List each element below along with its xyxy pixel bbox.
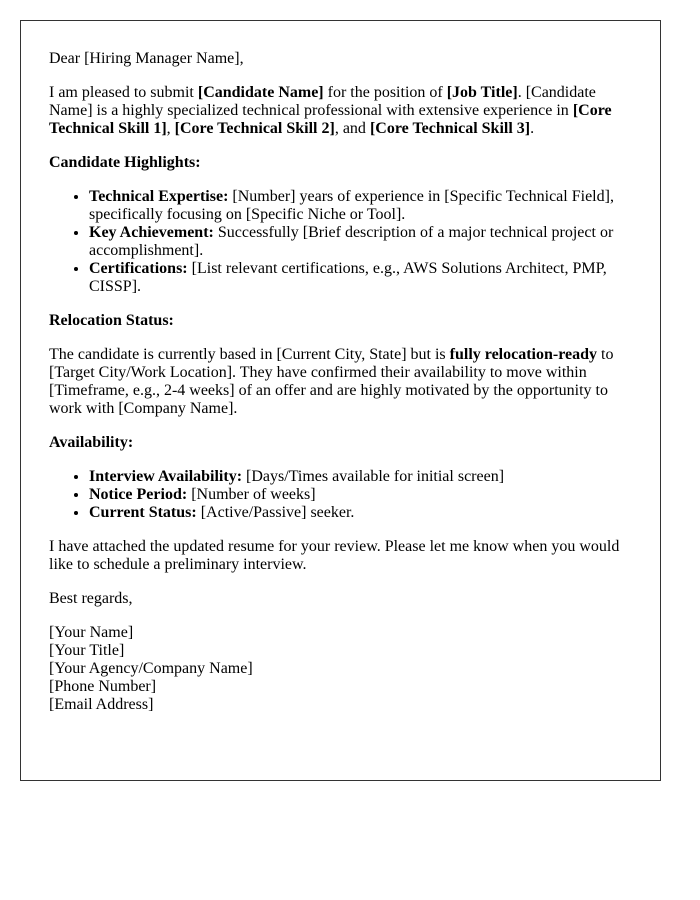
item-label: Key Achievement: — [89, 224, 214, 241]
intro-text: . — [530, 120, 535, 137]
item-label: Technical Expertise: — [89, 188, 229, 205]
list-item — [89, 260, 632, 296]
letter-document — [20, 20, 661, 781]
relocation-ready-emphasis: fully relocation-ready — [449, 346, 598, 363]
relocation-heading: Relocation Status: — [49, 312, 174, 329]
signature-phone: [Phone Number] — [49, 678, 157, 695]
item-label: Current Status: — [89, 504, 197, 521]
job-title-placeholder: [Job Title] — [446, 84, 518, 101]
item-text: [Days/Times available for initial screen] — [242, 468, 505, 485]
item-label: Interview Availability: — [89, 468, 243, 485]
skill-1-placeholder: [Core Technical Skill 1] — [49, 102, 612, 137]
intro-text: . [Candidate Name] is a highly specialized technical professional with extensive experience in — [49, 84, 596, 119]
list-item — [89, 486, 632, 504]
highlights-list — [49, 188, 632, 296]
signature-name: [Your Name] — [49, 624, 134, 641]
list-item — [89, 188, 632, 224]
intro-text: I am pleased to submit — [49, 84, 198, 101]
highlights-heading: Candidate Highlights: — [49, 154, 201, 171]
item-text: [Number] years of experience in [Specific Technical Field], specifically focusing on [Specific Niche or Tool]. — [89, 188, 614, 223]
availability-list — [49, 468, 632, 522]
signature-agency: [Your Agency/Company Name] — [49, 660, 253, 677]
signature-title: [Your Title] — [49, 642, 125, 659]
item-text: Successfully [Brief description of a major technical project or accomplishment]. — [89, 224, 614, 259]
intro-paragraph — [49, 84, 632, 138]
list-item — [89, 224, 632, 260]
item-label: Certifications: — [89, 260, 188, 277]
skill-3-placeholder: [Core Technical Skill 3] — [369, 120, 531, 137]
intro-text: , and — [334, 120, 370, 137]
intro-text: for the position of — [323, 84, 447, 101]
list-item — [89, 504, 632, 522]
relocation-text: The candidate is currently based in [Current City, State] but is — [49, 346, 450, 363]
closing-paragraph: I have attached the updated resume for your review. Please let me know when you would like to schedule a preliminary interview. — [49, 538, 620, 573]
item-text: [Number of weeks] — [187, 486, 316, 503]
availability-heading: Availability: — [49, 434, 134, 451]
list-item — [89, 468, 632, 486]
salutation: Dear [Hiring Manager Name], — [49, 50, 244, 67]
relocation-text: to [Target City/Work Location]. They have confirmed their availability to move within [Timeframe, e.g., 2-4 weeks] of an offer and are highly motivated by the opportunity to work with [Company Name]. — [49, 346, 614, 417]
candidate-name-placeholder: [Candidate Name] — [197, 84, 324, 101]
relocation-paragraph — [49, 346, 632, 418]
sign-off: Best regards, — [49, 590, 133, 607]
skill-2-placeholder: [Core Technical Skill 2] — [174, 120, 335, 137]
item-text: [List relevant certifications, e.g., AWS Solutions Architect, PMP, CISSP]. — [89, 260, 607, 295]
item-text: [Active/Passive] seeker. — [196, 504, 355, 521]
intro-text: , — [166, 120, 175, 137]
item-label: Notice Period: — [89, 486, 188, 503]
signature-email: [Email Address] — [49, 696, 154, 713]
signature-block — [49, 624, 632, 714]
